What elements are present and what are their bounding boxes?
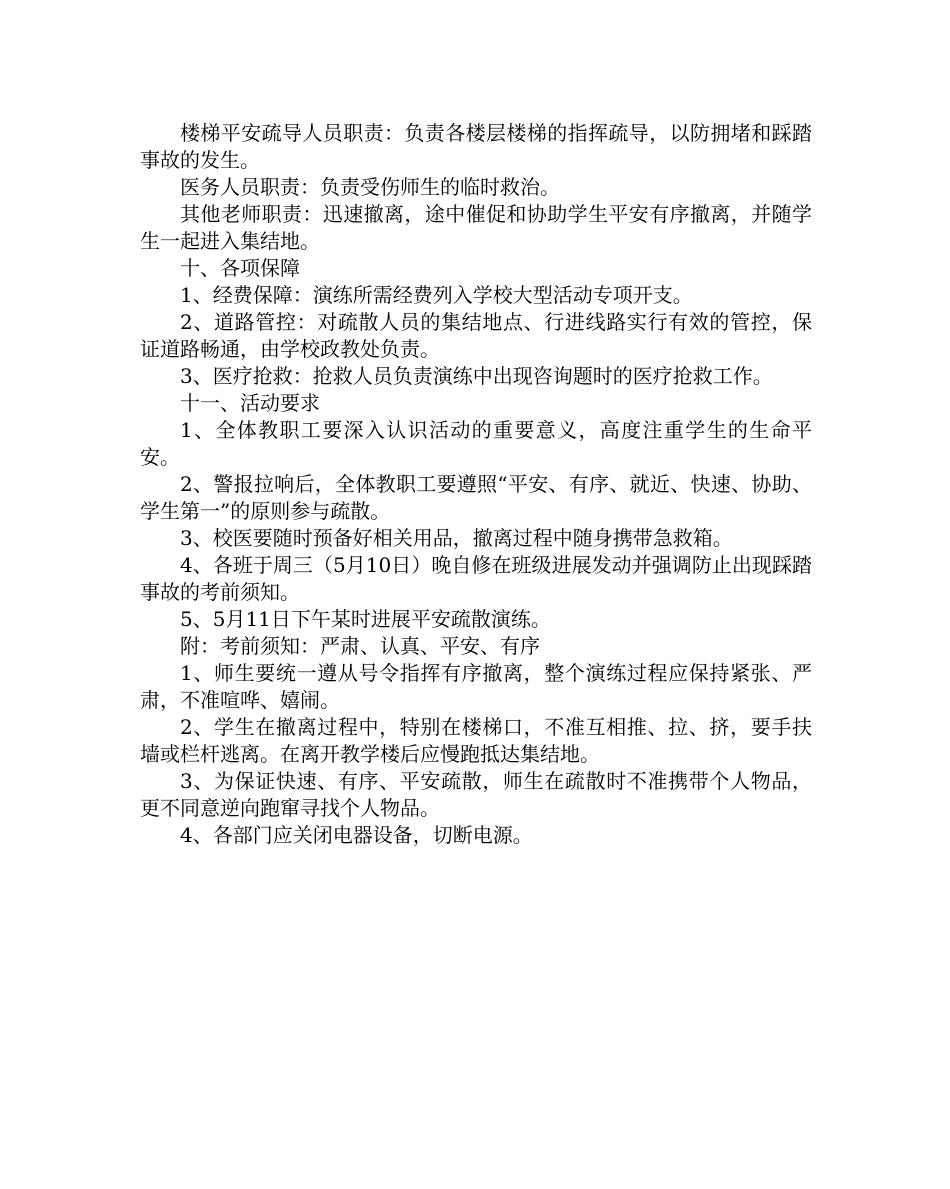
- paragraph-requirement-4: 4、各班于周三（5月10日）晚自修在班级进展发动并强调防止出现踩踏事故的考前须知。: [140, 553, 812, 604]
- paragraph-requirement-5: 5、5月11日下午某时进展平安疏散演练。: [180, 607, 551, 631]
- paragraph-notice-1: 1、师生要统一遵从号令指挥有序撤离，整个演练过程应保持紧张、严肃，不准喧哗、嬉闹。: [140, 661, 812, 712]
- paragraph-notice-4: 4、各部门应关闭电器设备，切断电源。: [180, 823, 533, 847]
- paragraph-medical-duties: 医务人员职责：负责受伤师生的临时救治。: [180, 175, 560, 199]
- paragraph-other-teacher-duties: 其他老师职责：迅速撤离，途中催促和协助学生平安有序撤离，并随学生一起进入集结地。: [140, 202, 812, 253]
- paragraph-stair-guide-duties: 楼梯平安疏导人员职责：负责各楼层楼梯的指挥疏导，以防拥堵和踩踏事故的发生。: [140, 121, 812, 172]
- document-body: [140, 120, 812, 849]
- paragraph-funding: 1、经费保障：演练所需经费列入学校大型活动专项开支。: [180, 283, 693, 307]
- paragraph-notice-3: 3、为保证快速、有序、平安疏散，师生在疏散时不准携带个人物品，更不同意逆向跑窜寻找个人物品。: [140, 769, 812, 820]
- paragraph-requirement-2: 2、警报拉响后，全体教职工要遵照“平安、有序、就近、快速、协助、学生第一”的原则参与疏散。: [140, 472, 812, 523]
- paragraph-requirement-1: 1、全体教职工要深入认识活动的重要意义，高度注重学生的生命平安。: [140, 418, 812, 469]
- section-heading-guarantees: 十、各项保障: [180, 256, 300, 280]
- paragraph-notice-2: 2、学生在撤离过程中，特别在楼梯口，不准互相推、拉、挤，要手扶墙或栏杆逃离。在离开教学楼后应慢跑抵达集结地。: [140, 715, 812, 766]
- section-heading-requirements: 十一、活动要求: [180, 391, 320, 415]
- paragraph-road-control: 2、道路管控：对疏散人员的集结地点、行进线路实行有效的管控，保证道路畅通，由学校政教处负责。: [140, 310, 812, 361]
- paragraph-medical-rescue: 3、医疗抢救：抢救人员负责演练中出现咨询题时的医疗抢救工作。: [180, 364, 773, 388]
- appendix-heading: 附：考前须知：严肃、认真、平安、有序: [180, 634, 540, 658]
- paragraph-requirement-3: 3、校医要随时预备好相关用品，撤离过程中随身携带急救箱。: [180, 526, 733, 550]
